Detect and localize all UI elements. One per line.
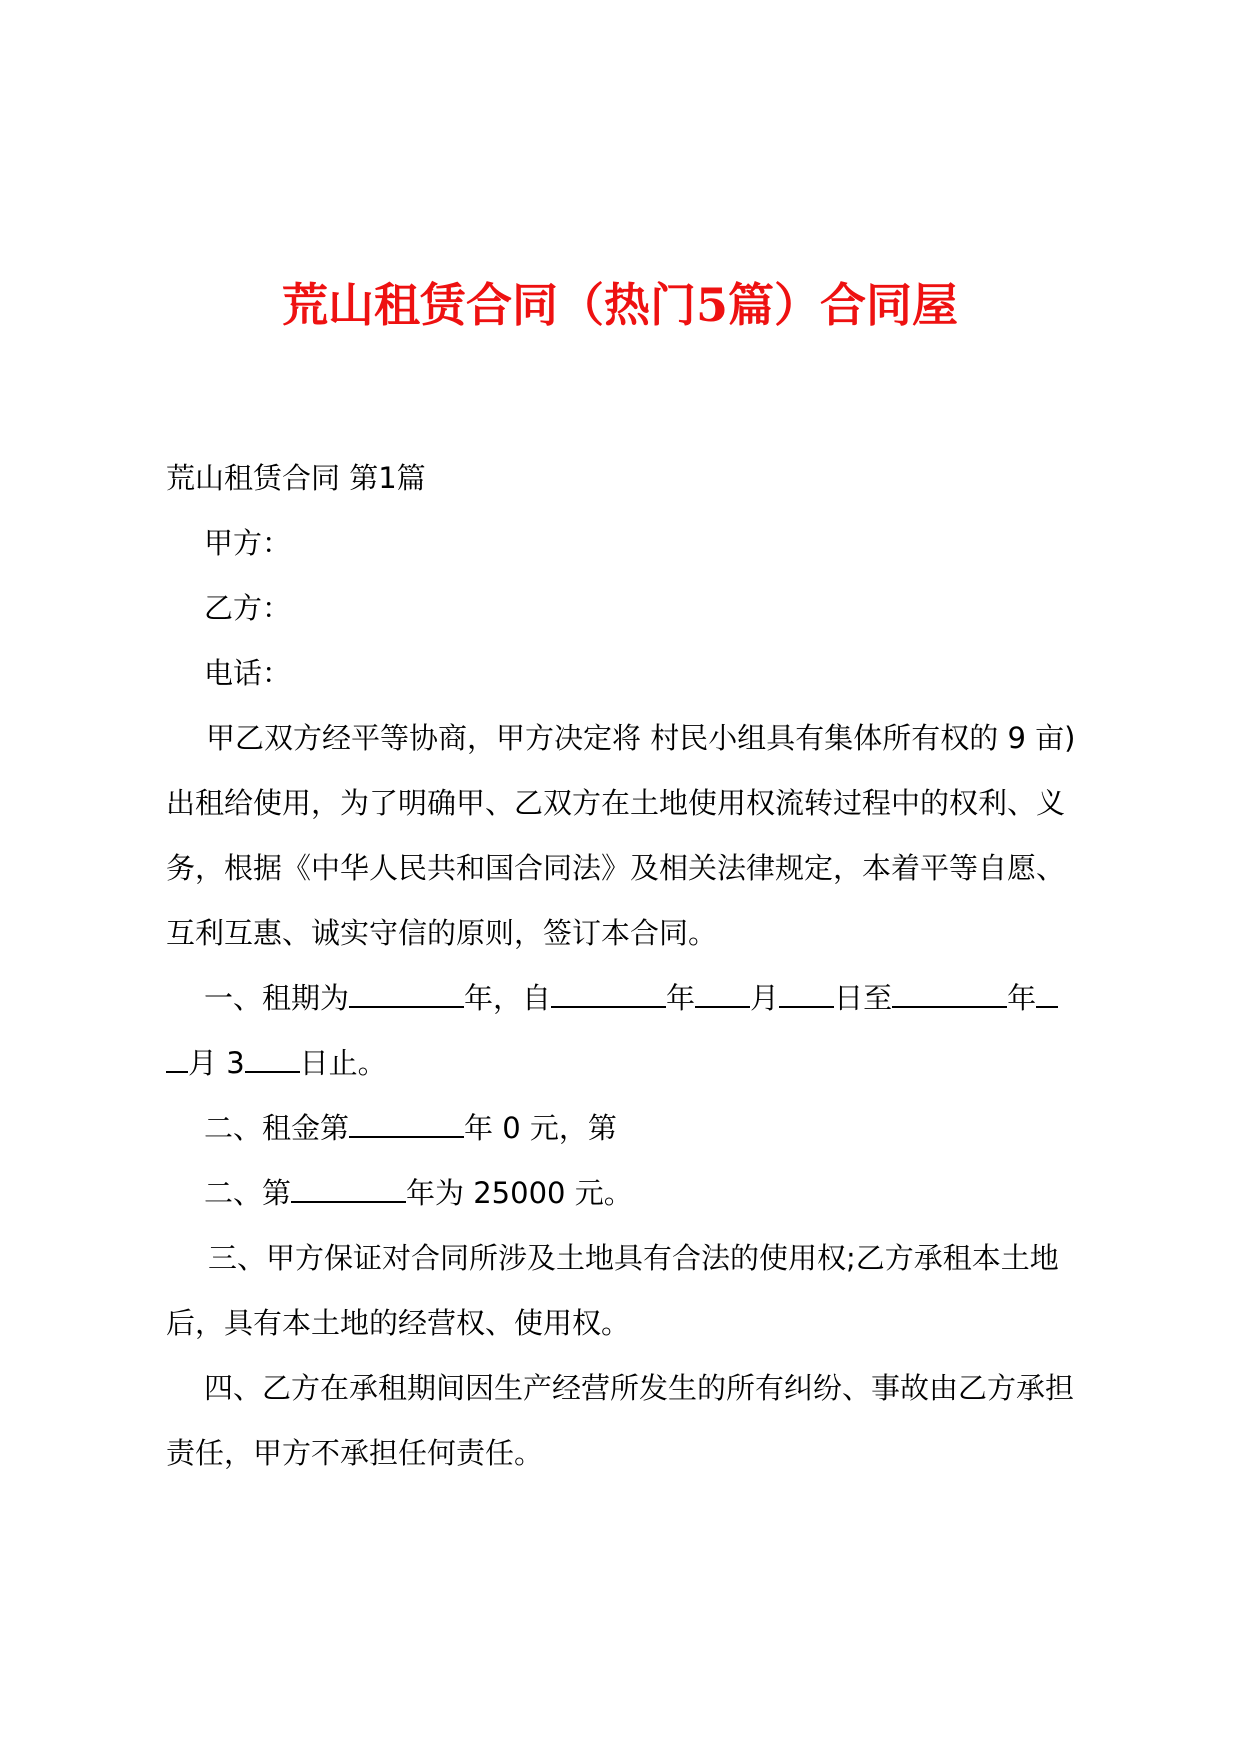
document-body [166,446,1090,1486]
clause-1-text: 年，自 [464,981,552,1015]
fill-blank-start-year [551,975,666,1008]
clause-2a-text: 二、租金第 [204,1111,350,1145]
clause-2b-text: 二、第 [204,1176,292,1210]
party-b-label: 乙方： [204,591,292,625]
clause-1-line-1 [166,966,1090,1031]
clause-4-line: 四、乙方在承租期间因生产经营所发生的所有纠纷、事故由乙方承担 [204,1371,1075,1405]
fill-blank-term-years [349,975,464,1008]
fill-blank-start-month [695,975,750,1008]
intro-line: 甲乙双方经平等协商，甲方决定将 村民小组具有集体所有权的 9 亩) [206,721,1076,755]
clause-2b [166,1161,1090,1226]
section-heading: 荒山租赁合同 第1篇 [166,461,426,495]
fill-blank-end-month-cont [166,1040,188,1073]
clause-1-line-2 [166,1031,1090,1096]
clause-2a [166,1096,1090,1161]
fill-blank-rent-year-1 [349,1105,464,1138]
clause-1-text: 月 3 [188,1046,245,1080]
clause-4-line: 责任，甲方不承担任何责任。 [166,1436,544,1470]
clause-2a-text: 年 0 元，第 [464,1111,617,1145]
document-title: 荒山租赁合同（热门5篇）合同屋 [281,278,958,332]
fill-blank-start-day [779,975,834,1008]
clause-1-text: 月 [750,981,780,1015]
fill-blank-rent-year-2 [291,1170,406,1203]
clause-1-text: 年 [1007,981,1037,1015]
clause-1-text: 一、租期为 [204,981,350,1015]
clause-1-text: 日至 [834,981,893,1015]
fill-blank-end-month [1036,975,1058,1008]
clause-1-text: 年 [666,981,696,1015]
intro-line: 务，根据《中华人民共和国合同法》及相关法律规定，本着平等自愿、 [166,851,1066,885]
clause-3-line: 后，具有本土地的经营权、使用权。 [166,1306,631,1340]
party-a-label: 甲方： [204,526,292,560]
intro-line: 互利互惠、诚实守信的原则，签订本合同。 [166,916,718,950]
phone-label: 电话： [204,656,292,690]
intro-line: 出租给使用，为了明确甲、乙双方在土地使用权流转过程中的权利、义 [166,786,1066,820]
fill-blank-end-year [892,975,1007,1008]
clause-3-line: 三、甲方保证对合同所涉及土地具有合法的使用权;乙方承租本土地 [208,1241,1059,1275]
clause-2b-text: 年为 25000 元。 [406,1176,633,1210]
fill-blank-end-day [245,1040,300,1073]
clause-1-text: 日止。 [299,1046,387,1080]
